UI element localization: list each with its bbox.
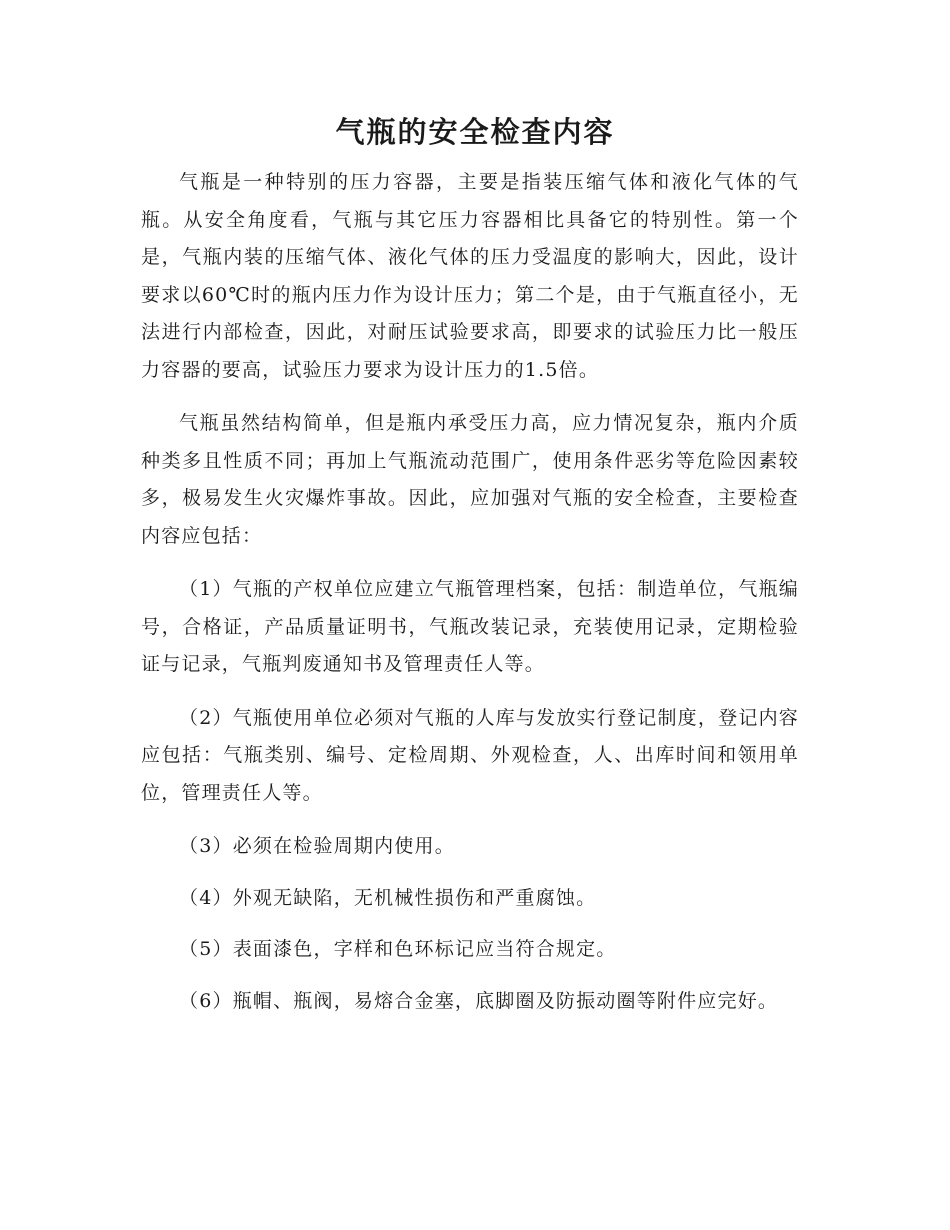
document-title: 气瓶的安全检查内容 (335, 115, 615, 149)
document-body (141, 164, 799, 1036)
paragraph-hazards: 气瓶虽然结构简单，但是瓶内承受压力高，应力情况复杂，瓶内介质种类多且性质不同；再加上气瓶流动范围广，使用条件恶劣等危险因素较多，极易发生火灾爆炸事故。因此，应加强对气瓶的安全检查，主要检查内容应包括： (141, 412, 799, 547)
list-item-2: （2）气瓶使用单位必须对气瓶的人库与发放实行登记制度，登记内容应包括：气瓶类别、编号、定检周期、外观检查，人、出库时间和领用单位，管理责任人等。 (141, 706, 799, 804)
list-item-1: （1）气瓶的产权单位应建立气瓶管理档案，包括：制造单位，气瓶编号，合格证，产品质量证明书，气瓶改装记录，充装使用记录，定期检验证与记录，气瓶判废通知书及管理责任人等。 (141, 578, 799, 675)
paragraph-intro: 气瓶是一种特别的压力容器，主要是指装压缩气体和液化气体的气瓶。从安全角度看，气瓶与其它压力容器相比具备它的特别性。第一个是，气瓶内装的压缩气体、液化气体的压力受温度的影响大，因此，设计要求以60℃时的瓶内压力作为设计压力；第二个是，由于气瓶直径小，无法进行内部检查，因此，对耐压试验要求高，即要求的试验压力比一般压力容器的要高，试验压力要求为设计压力的1.5倍。 (141, 171, 799, 381)
list-item-3: （3）必须在检验周期内使用。 (179, 835, 455, 857)
list-item-6: （6）瓶帽、瓶阀，易熔合金塞，底脚圈及防振动圈等附件应完好。 (179, 989, 779, 1012)
list-item-4: （4）外观无缺陷，无机械性损伤和严重腐蚀。 (179, 886, 597, 909)
list-item-5: （5）表面漆色，字样和色环标记应当符合规定。 (179, 938, 617, 960)
